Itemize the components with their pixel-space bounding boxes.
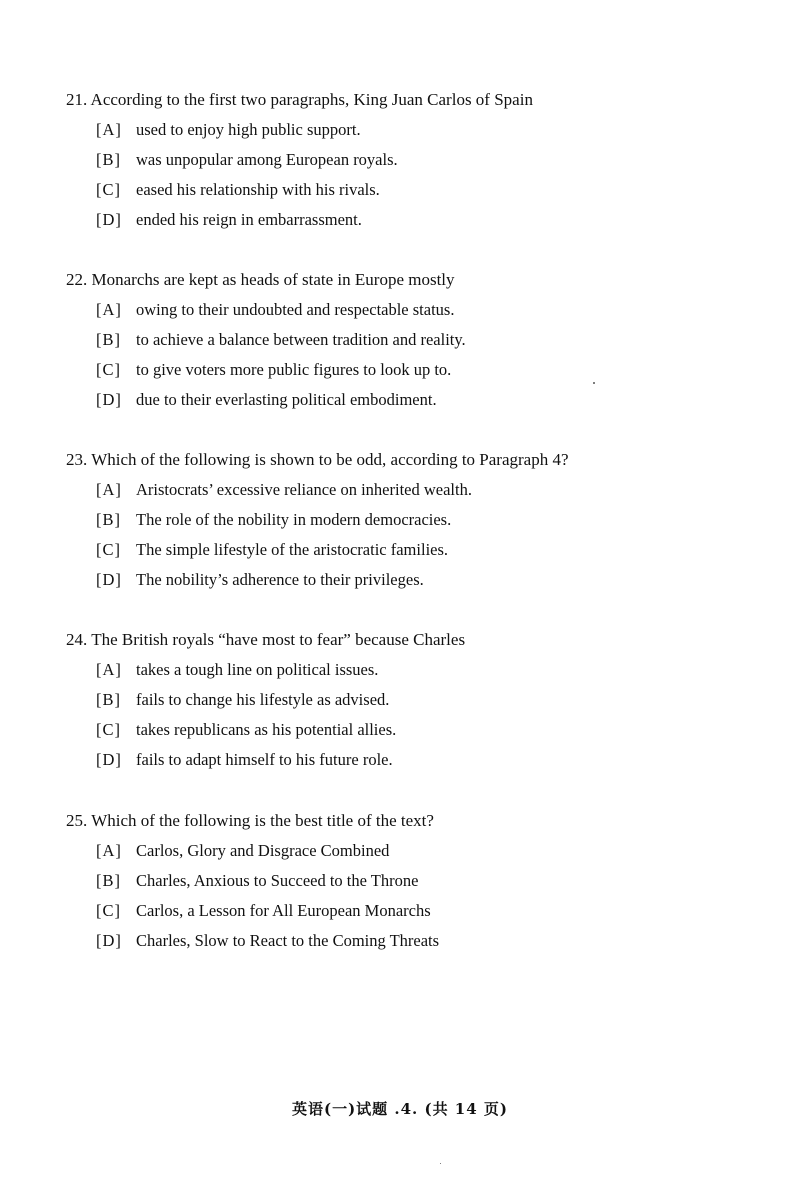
option-b xyxy=(96,510,766,530)
option-letter: [C] xyxy=(96,720,121,739)
option-d xyxy=(96,750,766,770)
scan-speck xyxy=(440,1163,441,1164)
option-letter: [D] xyxy=(96,570,122,589)
option-text: takes republicans as his potential allies. xyxy=(136,720,397,739)
option-letter: [C] xyxy=(96,901,121,920)
option-text: takes a tough line on political issues. xyxy=(136,660,379,679)
option-letter: [B] xyxy=(96,150,121,169)
question-stem: 24. The British royals “have most to fear” because Charles xyxy=(66,630,466,649)
option-a xyxy=(96,660,766,680)
option-b xyxy=(96,690,766,710)
option-letter: [A] xyxy=(96,660,122,679)
question-stem: 23. Which of the following is shown to be odd, according to Paragraph 4? xyxy=(66,450,569,469)
option-letter: [B] xyxy=(96,510,121,529)
option-text: used to enjoy high public support. xyxy=(136,120,361,139)
option-text: to give voters more public figures to look up to. xyxy=(136,360,452,379)
question-24 xyxy=(66,630,766,770)
question-stem: 22. Monarchs are kept as heads of state in Europe mostly xyxy=(66,270,455,289)
option-c xyxy=(96,360,766,380)
option-a xyxy=(96,300,766,320)
question-21 xyxy=(66,90,766,230)
option-c xyxy=(96,180,766,200)
option-letter: [D] xyxy=(96,750,122,769)
option-d xyxy=(96,570,766,590)
option-d xyxy=(96,931,766,951)
option-letter: [D] xyxy=(96,931,122,950)
question-stem: 21. According to the first two paragraphs, King Juan Carlos of Spain xyxy=(66,90,533,109)
option-a xyxy=(96,480,766,500)
option-letter: [A] xyxy=(96,120,122,139)
option-letter: [B] xyxy=(96,871,121,890)
option-text: Carlos, a Lesson for All European Monarchs xyxy=(136,901,431,920)
option-text: fails to adapt himself to his future role. xyxy=(136,750,393,769)
question-25 xyxy=(66,811,766,951)
option-text: fails to change his lifestyle as advised. xyxy=(136,690,390,709)
option-letter: [B] xyxy=(96,330,121,349)
option-letter: [C] xyxy=(96,540,121,559)
option-text: was unpopular among European royals. xyxy=(136,150,398,169)
option-b xyxy=(96,871,766,891)
question-22 xyxy=(66,270,766,410)
option-text: Charles, Anxious to Succeed to the Throne xyxy=(136,871,419,890)
option-text: owing to their undoubted and respectable status. xyxy=(136,300,455,319)
option-letter: [C] xyxy=(96,180,121,199)
option-c xyxy=(96,901,766,921)
option-letter: [B] xyxy=(96,690,121,709)
scan-speck xyxy=(593,382,595,384)
option-text: to achieve a balance between tradition and reality. xyxy=(136,330,466,349)
option-letter: [A] xyxy=(96,480,122,499)
option-text: The nobility’s adherence to their privileges. xyxy=(136,570,424,589)
option-c xyxy=(96,720,766,740)
page-footer: 英语(一)试题 .4. (共 14 页) xyxy=(291,1100,509,1118)
option-letter: [A] xyxy=(96,300,122,319)
option-text: Charles, Slow to React to the Coming Threats xyxy=(136,931,440,950)
option-d xyxy=(96,390,766,410)
option-a xyxy=(96,841,766,861)
option-text: The simple lifestyle of the aristocratic families. xyxy=(136,540,449,559)
option-text: ended his reign in embarrassment. xyxy=(136,210,362,229)
option-letter: [A] xyxy=(96,841,122,860)
option-b xyxy=(96,330,766,350)
option-a xyxy=(96,120,766,140)
option-text: The role of the nobility in modern democracies. xyxy=(136,510,452,529)
option-text: eased his relationship with his rivals. xyxy=(136,180,380,199)
option-text: Aristocrats’ excessive reliance on inherited wealth. xyxy=(136,480,472,499)
question-23 xyxy=(66,450,766,590)
option-letter: [D] xyxy=(96,210,122,229)
option-text: due to their everlasting political embodiment. xyxy=(136,390,437,409)
option-c xyxy=(96,540,766,560)
option-d xyxy=(96,210,766,230)
option-letter: [C] xyxy=(96,360,121,379)
option-b xyxy=(96,150,766,170)
question-stem: 25. Which of the following is the best title of the text? xyxy=(66,811,434,830)
option-text: Carlos, Glory and Disgrace Combined xyxy=(136,841,390,860)
option-letter: [D] xyxy=(96,390,122,409)
